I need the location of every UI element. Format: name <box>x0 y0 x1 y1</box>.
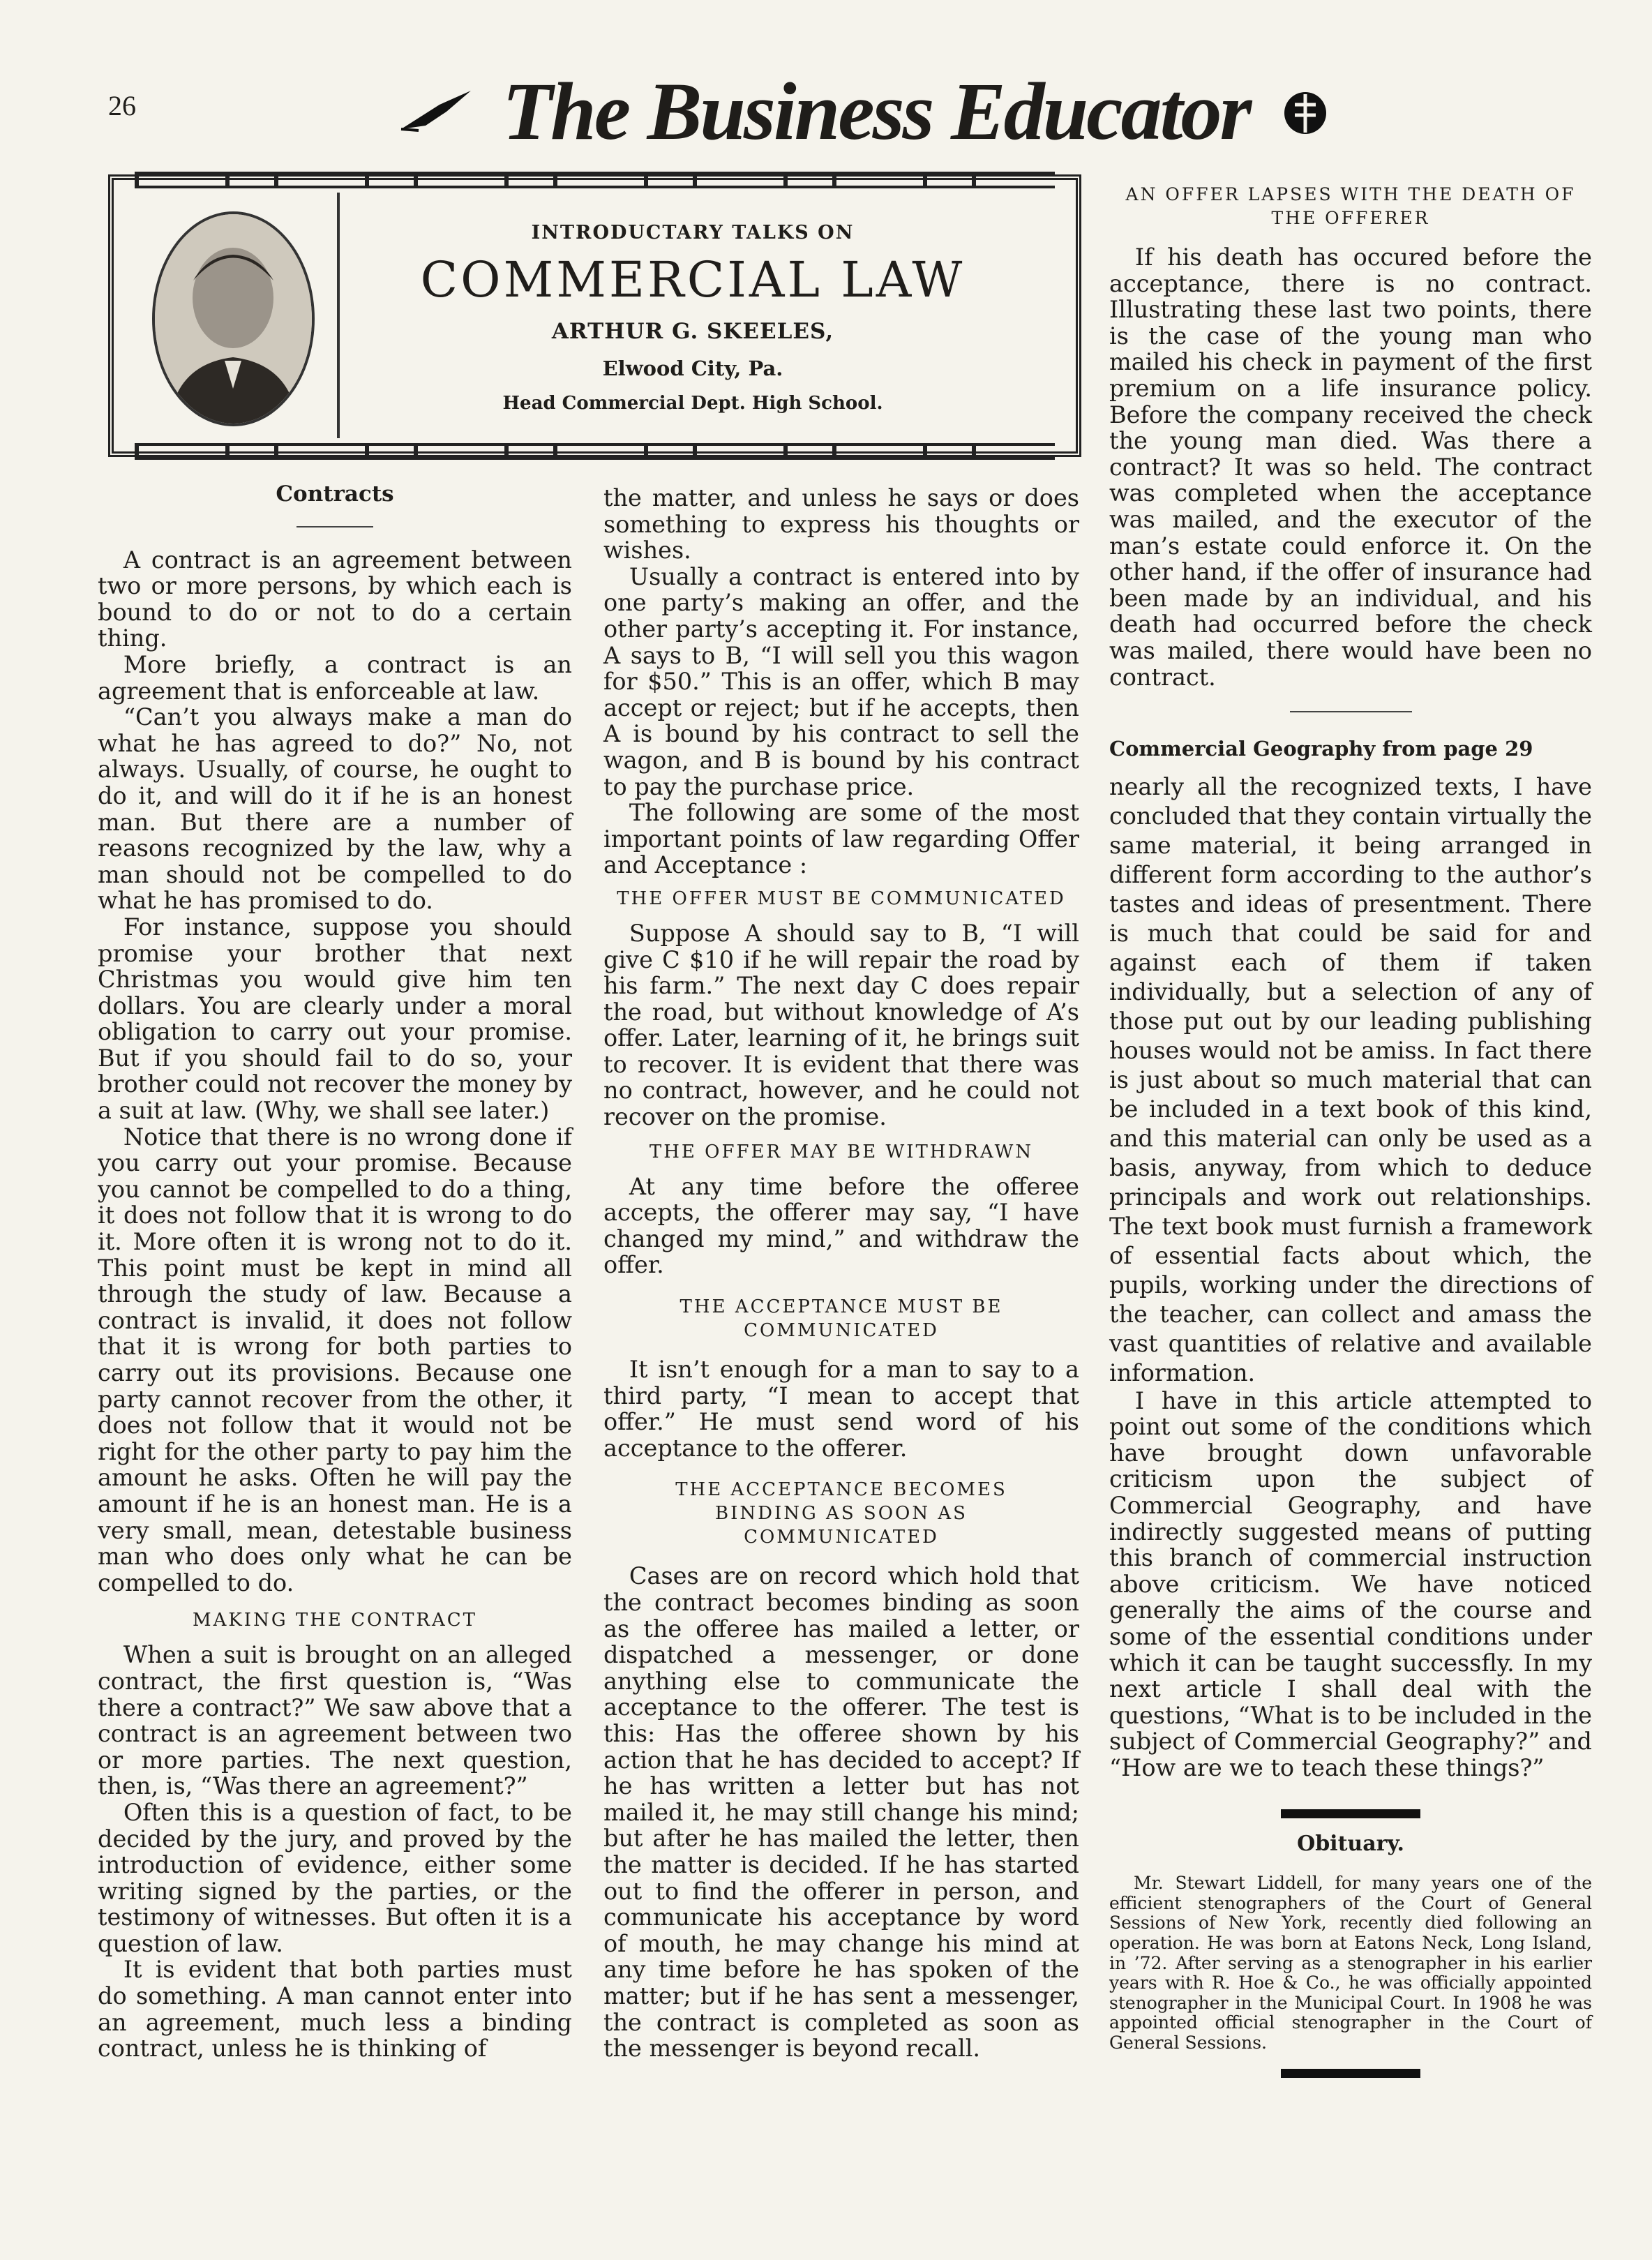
obituary-text <box>1109 1873 1592 2053</box>
frame-ornament-bottom <box>135 443 1055 460</box>
subheading-offer-lapses: AN OFFER LAPSES WITH THE DEATH OF THE OFFERER <box>1125 184 1576 228</box>
paragraph: Mr. Stewart Liddell, for many years one of the efficient stenographers of the Court of General Sessions of New York, recently died following an operation. He was born at Eatons Neck, Long Island, in ’72. After serving as a stenographer in his earlier years with R. Hoe & Co., he was officially appointed stenographer in the Municipal Court. In 1908 he was appointed official stenographer in the Court of General Sessions. <box>1109 1873 1592 2053</box>
paragraph: “Can’t you always make a man do what he has agreed to do?” No, not always. Usually, of course, he ought to do it, and will do it if he is an honest man. But there are a number of reasons recognized by the law, why a man should not be compelled to do what he has promised to do. <box>98 703 572 915</box>
article-title: COMMERCIAL LAW <box>420 251 966 308</box>
paragraph: It is evident that both parties must do something. A man cannot enter into an agreement, much less a binding contract, unless he is thinking of <box>98 1956 572 2063</box>
section-heading-making-the-contract: MAKING THE CONTRACT <box>192 1610 478 1631</box>
subheading-acceptance-communicated: THE ACCEPTANCE MUST BE COMMUNICATED <box>679 1296 1003 1342</box>
section-heading-obituary: Obituary. <box>1297 1831 1404 1856</box>
heading-rule <box>296 526 373 527</box>
section-divider <box>1290 711 1412 712</box>
paragraph: A contract is an agreement between two or more persons, by which each is bound to do or not to do a certain thing. <box>98 546 572 652</box>
emblem-icon <box>1277 84 1333 140</box>
author-location: Elwood City, Pa. <box>602 357 783 380</box>
paragraph: More briefly, a contract is an agreement that is enforceable at law. <box>98 650 572 705</box>
obituary-rule-bottom <box>1281 2069 1420 2078</box>
frame-ornament-top <box>135 172 1055 188</box>
series-label: INTRODUCTARY TALKS ON <box>531 222 855 244</box>
paragraph: Cases are on record which hold that the contract becomes binding as soon as the offeree has mailed a letter, or dispatched a messenger, or done anything else to communicate the acceptance to the offerer. The test is this: Has the offeree shown by his action that he has decided to accept? If he has written a letter but has not mailed it, he may still change his mind; but after he has mailed the letter, then the matter is decided. If he has started out to find the offerer in person, and communicate his acceptance by word of mouth, he may change his mind at any time before he has spoken of the matter; but if he has sent a messenger, the contract is completed as soon as the messenger is beyond recall. <box>603 1562 1079 2063</box>
paragraph: The following are some of the most important points of law regarding Offer and Acceptance : <box>603 799 1079 879</box>
paragraph: When a suit is brought on an alleged contract, the first question is, “Was there a contract?” We saw above that a contract is an agreement between two or more parties. The next question, then, is, “Was there an agreement?” <box>98 1641 572 1800</box>
paragraph: At any time before the offeree accepts, the offerer may say, “I have changed my mind,” and withdraw the offer. <box>603 1172 1079 1279</box>
article-header-box <box>108 174 1081 457</box>
article-title-block <box>365 222 1021 414</box>
column-1 <box>98 481 572 2062</box>
paragraph: the matter, and unless he says or does something to express his thoughts or wishes. <box>603 484 1079 564</box>
paragraph: Often this is a question of fact, to be decided by the jury, and proved by the introduction of evidence, either some writing signed by the parties, or the testimony of witnesses. But often it is a question of law. <box>98 1798 572 1957</box>
section-heading-commercial-geography: Commercial Geography from page 29 <box>1109 737 1533 761</box>
paragraph: If his death has occured before the acceptance, there is no contract. Illustrating these last two points, there is the case of the young man who mailed his check in payment of the first premium on a life insurance policy. Before the company received the check the young man died. Was there a contract? It was so held. The contract was completed when the acceptance was mailed, and the executor of the man’s estate could enforce it. On the other hand, if the offer of insurance had been made by an individual, and his death had occurred before the check was mailed, there would have been no contract. <box>1109 244 1592 691</box>
masthead <box>398 66 1374 157</box>
section-heading-contracts: Contracts <box>276 481 394 507</box>
quill-icon <box>398 87 474 136</box>
column-2 <box>603 485 1079 2062</box>
paragraph: nearly all the recognized texts, I have concluded that they contain virtually the same material, it being arranged in different form according to the author’s tastes and ideas of presentment. There is much that could be said for and against each of them if taken individually, but a selection of any of those put out by our leading publishing houses would not be amiss. In fact there is just about so much material that can be included in a text book of this kind, and this material can only be used as a basis, anyway, from which to deduce principals and work out relationships. The text book must furnish a framework of essential facts about which, the pupils, working under the directions of the teacher, can collect and amass the vast quantities of relative and available information. <box>1109 772 1592 1386</box>
subheading-offer-withdrawn: THE OFFER MAY BE WITHDRAWN <box>649 1141 1034 1162</box>
paragraph: Notice that there is no wrong done if you carry out your promise. Because you cannot be compelled to do a thing, it does not follow that it is wrong to do it. More often it is wrong not to do it. This point must be kept in mind all through the study of law. Because a contract is invalid, it does not follow that it is wrong for both parties to carry out its provisions. Because one party cannot recover from the other, it does not follow that it would not be right for the other party to pay him the amount he asks. Often he will pay the amount if he is an honest man. He is a very small, mean, detestable business man who does only what he can be compelled to do. <box>98 1123 572 1596</box>
paragraph: For instance, suppose you should promise your brother that next Christmas you would give him ten dollars. You are clearly under a moral obligation to carry out your promise. But if you should fail to do so, your brother could not recover the money by a suit at law. (Why, we shall see later.) <box>98 913 572 1125</box>
subheading-acceptance-binding: THE ACCEPTANCE BECOMES BINDING AS SOON AS COMMUNICATED <box>675 1479 1007 1548</box>
subheading-offer-communicated: THE OFFER MUST BE COMMUNICATED <box>617 888 1066 909</box>
paragraph: Suppose A should say to B, “I will give C $10 if he will repair the road by his farm.” The next day C does repair the road, but without knowledge of A’s offer. Later, learning of it, he brings suit to recover. It is evident that there was no contract, however, and he could not recover on the promise. <box>603 919 1079 1131</box>
author-name: ARTHUR G. SKEELES, <box>551 319 834 344</box>
paragraph: It isn’t enough for a man to say to a third party, “I mean to accept that offer.” He must send word of his acceptance to the offerer. <box>603 1356 1079 1462</box>
page-number: 26 <box>108 90 136 121</box>
author-position: Head Commercial Dept. High School. <box>502 393 883 414</box>
obituary-rule-top <box>1281 1809 1420 1818</box>
column-3 <box>1109 183 1592 2078</box>
paragraph: I have in this article attempted to point out some of the conditions which have brought down unfavorable criticism upon the subject of Commercial Geography, and have indirectly suggested means of putting this branch of commercial instruction above criticism. We have noticed generally the aims of the course and some of the essential conditions under which it can be taught successfly. In my next article I shall deal with the questions, “What is to be included in the subject of Commercial Geography?” and “How are we to teach these things?” <box>1109 1386 1592 1781</box>
author-portrait <box>152 211 315 426</box>
masthead-title: The Business Educator <box>502 66 1250 157</box>
paragraph: Usually a contract is entered into by one party’s making an offer, and the other party’s accepting it. For instance, A says to B, “I will sell you this wagon for $50.” This is an offer, which B may accept or reject; but if he accepts, then A is bound by his contract to sell the wagon, and B is bound by his contract to pay the purchase price. <box>603 562 1079 800</box>
